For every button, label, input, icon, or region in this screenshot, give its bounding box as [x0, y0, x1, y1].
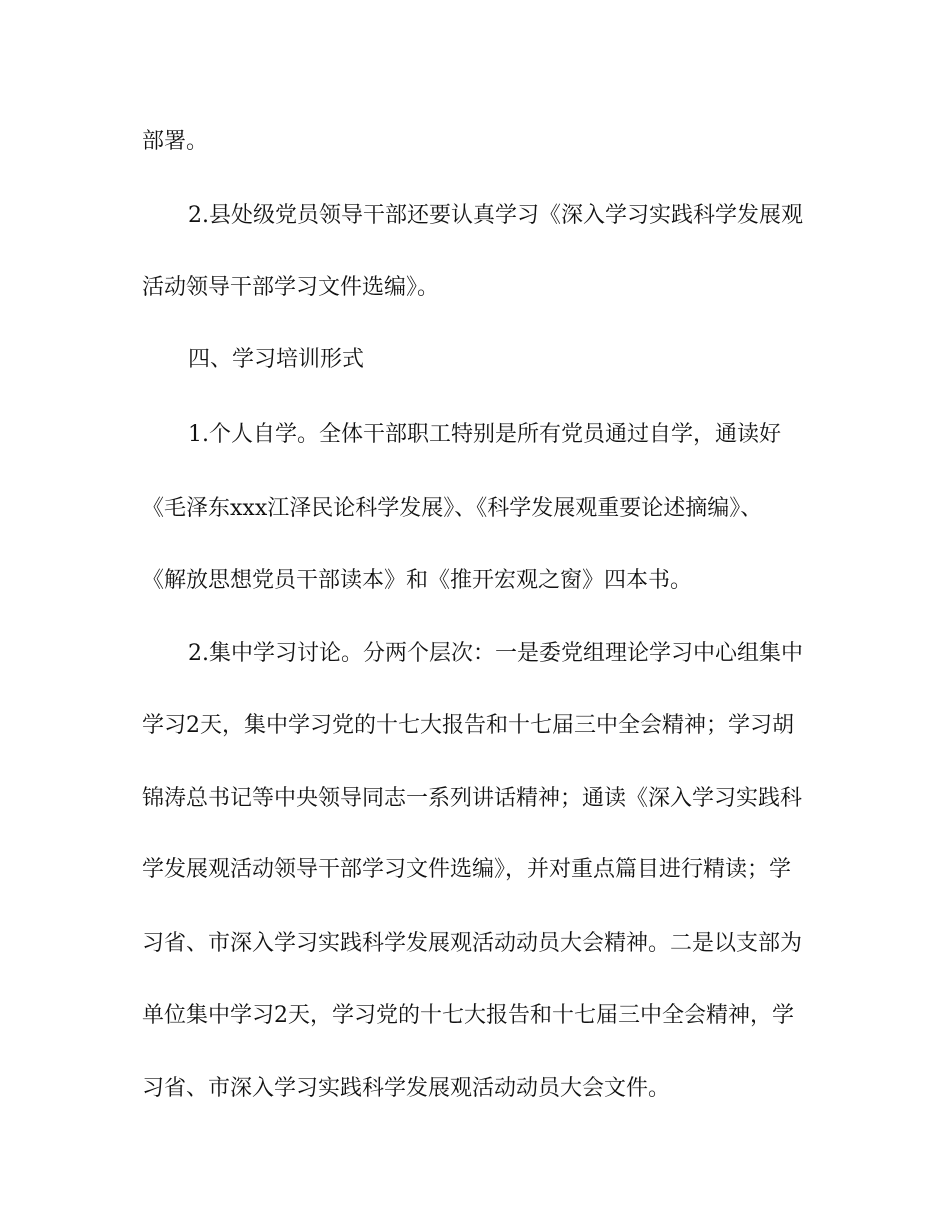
text-line: 锦涛总书记等中央领导同志一系列讲话精神；通读《深入学习实践科	[142, 786, 802, 811]
text-line: 1.个人自学。全体干部职工特别是所有党员通过自学，通读好	[188, 422, 781, 447]
text-line: 单位集中学习2天，学习党的十七大报告和十七届三中全会精神，学	[142, 1003, 794, 1028]
section-heading: 四、学习培训形式	[188, 347, 365, 372]
text-line: 习省、市深入学习实践科学发展观活动动员大会文件。	[142, 1076, 671, 1101]
text-line: 部署。	[142, 129, 209, 154]
text-line: 学习2天，集中学习党的十七大报告和十七届三中全会精神；学习胡	[142, 713, 794, 738]
text-line: 2.集中学习讨论。分两个层次：一是委党组理论学习中心组集中	[188, 641, 803, 666]
text-line: 活动领导干部学习文件选编》。	[142, 275, 440, 300]
text-line: 2.县处级党员领导干部还要认真学习《深入学习实践科学发展观	[188, 203, 803, 228]
text-line: 《毛泽东xxx江泽民论科学发展》、《科学发展观重要论述摘编》、	[142, 496, 763, 521]
text-line: 学发展观活动领导干部学习文件选编》，并对重点篇目进行精读；学	[142, 857, 792, 882]
text-line: 习省、市深入学习实践科学发展观活动动员大会精神。二是以支部为	[142, 931, 802, 956]
text-line: 《解放思想党员干部读本》和《推开宏观之窗》四本书。	[142, 568, 693, 593]
